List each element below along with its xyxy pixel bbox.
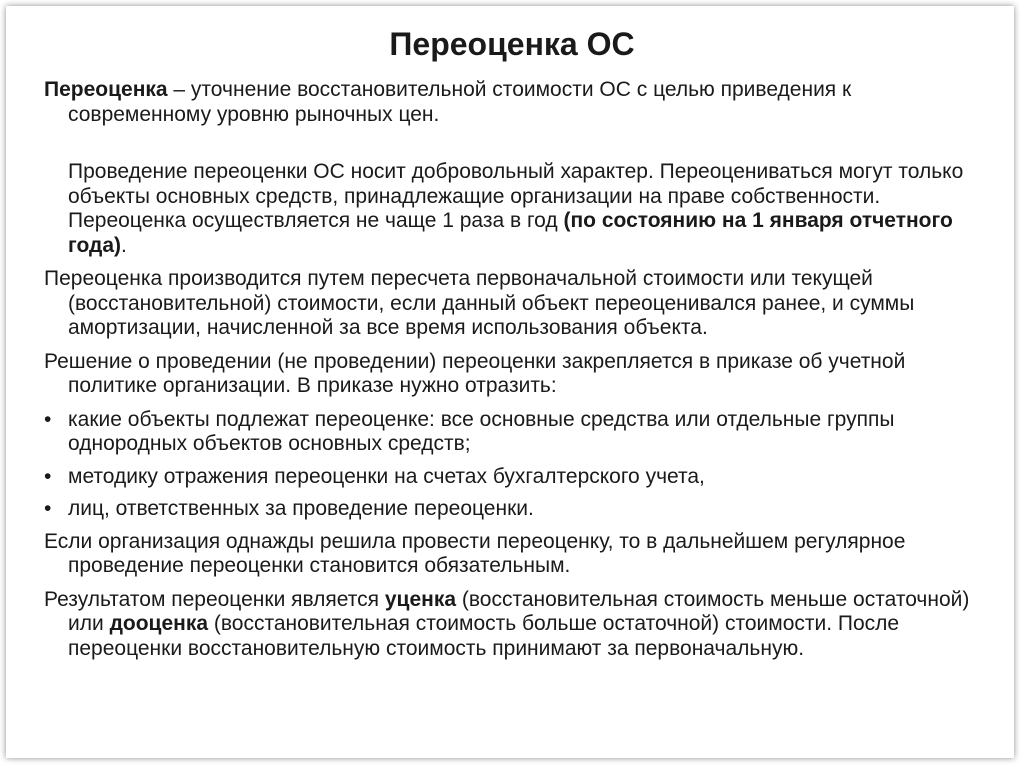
recalculation-paragraph: Переоценка производится путем пересчета первоначальной стоимости или текущей (восстановительной) стоимости, если данный объект переоценивался ранее, и суммы амортизации, начисленной за все время использования объекта.: [44, 267, 915, 339]
definition-term: Переоценка: [44, 78, 168, 101]
slide-body: [44, 78, 992, 670]
bullet-marker: •: [44, 497, 52, 520]
definition-text: – уточнение восстановительной стоимости ОС с целью приведения к современному уровню рыночных цен.: [68, 78, 852, 126]
bullet-marker: •: [44, 464, 52, 488]
result-text-d: (восстановительная стоимость больше остаточной) стоимости. После переоценки восстановительную стоимость принимают за первоначальную.: [68, 612, 900, 660]
slide-title: Переоценка ОС: [389, 26, 635, 62]
definition-paragraph: [44, 78, 992, 127]
bullet-item-responsible: [44, 497, 992, 522]
bullet-marker: •: [44, 407, 52, 431]
voluntary-text: Проведение переоценки ОС носит добровольный характер. Переоцениваться могут только объекты основных средств, принадлежащие организации на праве собственности. Переоценка осуществляется не чаще 1 раза в год: [68, 160, 964, 232]
result-text-c: (восстановительная стоимость меньше остаточной) или: [68, 587, 970, 635]
decision-paragraph: Решение о проведении (не проведении) переоценки закрепляется в приказе об учетной политике организации. В приказе нужно отразить:: [44, 349, 906, 397]
bullet-item-objects: [44, 408, 992, 457]
bullet-text: методику отражения переоценки на счетах бухгалтерского учета,: [68, 464, 705, 488]
voluntary-paragraph: [44, 136, 992, 258]
result-text-a: Результатом переоценки является: [44, 587, 385, 611]
voluntary-bold-date: (по состоянию на 1 января отчетного года): [68, 209, 953, 257]
voluntary-tail: .: [121, 233, 127, 257]
bullet-text: какие объекты подлежат переоценке: все основные средства или отдельные группы однородных объектов основных средств;: [68, 407, 895, 455]
result-term-markup: дооценка: [109, 612, 209, 635]
result-term-markdown: уценка: [384, 587, 457, 611]
result-paragraph: [44, 588, 992, 662]
bullet-item-method: [44, 465, 992, 490]
obligation-paragraph: Если организация однажды решила провести переоценку, то в дальнейшем регулярное проведение переоценки становится обязательным.: [44, 529, 906, 577]
paragraph-spacer: [68, 136, 992, 160]
bullet-text: лиц, ответственных за проведение переоценки.: [68, 497, 534, 520]
